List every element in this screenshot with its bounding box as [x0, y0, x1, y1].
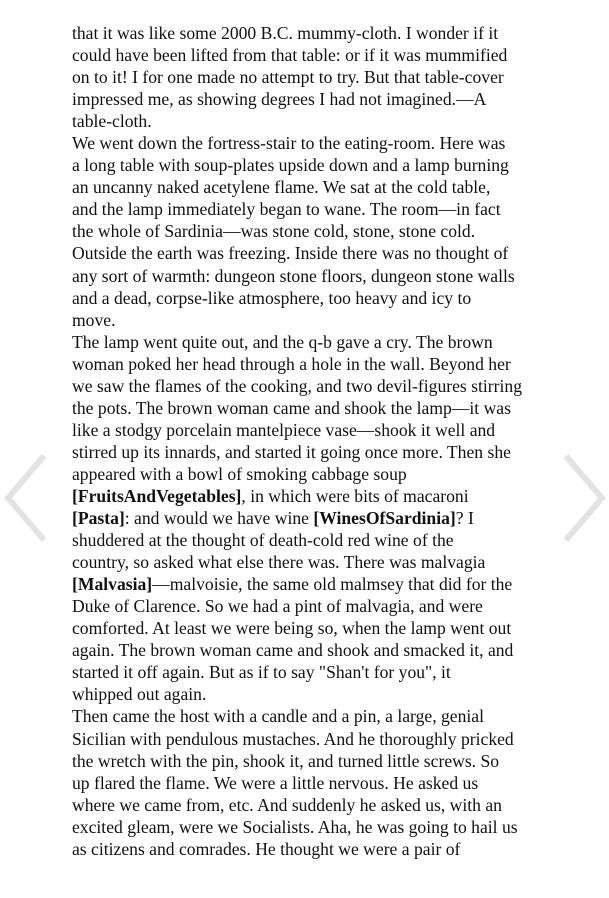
chevron-right-icon [560, 452, 608, 544]
text-segment: ? I [455, 508, 474, 529]
text-line [72, 419, 552, 441]
text-line [72, 441, 552, 463]
text-line [72, 375, 552, 397]
text-line [72, 728, 552, 750]
text-segment: and a dead, corpse-like atmosphere, too heavy and icy to [72, 287, 472, 308]
text-line [72, 816, 552, 838]
text-line [72, 529, 552, 551]
text-segment: woman poked her head through a hole in the wall. Beyond her [72, 353, 511, 374]
paragraph [72, 22, 552, 132]
text-line [72, 485, 552, 507]
text-line [72, 132, 552, 154]
text-line [72, 463, 552, 485]
text-line [72, 176, 552, 198]
text-segment: Sicilian with pendulous mustaches. And he thoroughly pricked [72, 728, 514, 749]
text-segment: as citizens and comrades. He thought we were a pair of [72, 838, 461, 859]
text-line [72, 66, 552, 88]
text-line [72, 397, 552, 419]
text-line [72, 110, 552, 132]
paragraph [72, 132, 552, 330]
text-line [72, 573, 552, 595]
next-page-button[interactable] [560, 452, 608, 544]
text-segment: —malvoisie, the same old malmsey that did for the [152, 574, 513, 595]
text-line [72, 44, 552, 66]
text-line [72, 265, 552, 287]
text-segment: table-cloth. [72, 111, 152, 132]
text-segment: where we came from, etc. And suddenly he asked us, with an [72, 794, 502, 815]
text-segment: impressed me, as showing degrees I had not imagined.—A [72, 89, 487, 110]
text-line [72, 617, 552, 639]
text-line [72, 242, 552, 264]
text-line [72, 198, 552, 220]
text-line [72, 309, 552, 331]
bold-tag: [Pasta] [72, 508, 125, 529]
text-segment: country, so asked what else there was. There was malvagia [72, 552, 486, 573]
text-line [72, 794, 552, 816]
text-line [72, 639, 552, 661]
text-line [72, 331, 552, 353]
text-segment: Then came the host with a candle and a pin, a large, genial [72, 706, 484, 727]
text-segment: The lamp went quite out, and the q-b gave a cry. The brown [72, 331, 493, 352]
chevron-left-icon [2, 452, 50, 544]
text-segment: the pots. The brown woman came and shook the lamp—it was [72, 397, 511, 418]
text-segment: We went down the fortress-stair to the eating-room. Here was [72, 133, 506, 154]
text-segment: an uncanny naked acetylene flame. We sat at the cold table, [72, 177, 491, 198]
paragraph [72, 331, 552, 706]
text-segment: move. [72, 309, 116, 330]
text-line [72, 507, 552, 529]
text-line [72, 772, 552, 794]
text-segment: the wretch with the pin, shook it, and turned little screws. So [72, 750, 500, 771]
bold-tag: [FruitsAndVegetables] [72, 485, 242, 506]
text-segment: , in which were bits of macaroni [241, 485, 469, 506]
text-segment: started it off again. But as if to say "Shan't for you", it [72, 662, 451, 683]
text-segment: Duke of Clarence. So we had a pint of malvagia, and were [72, 596, 483, 617]
text-line [72, 838, 552, 860]
text-segment: that it was like some 2000 B.C. mummy-cloth. I wonder if it [72, 23, 499, 43]
text-segment: could have been lifted from that table: or if it was mummified [72, 45, 508, 66]
text-segment: stirred up its innards, and started it going once more. Then she [72, 441, 511, 462]
book-page-text [72, 22, 552, 860]
text-line [72, 154, 552, 176]
text-segment: Outside the earth was freezing. Inside there was no thought of [72, 243, 509, 264]
text-segment: any sort of warmth: dungeon stone floors, dungeon stone walls [72, 265, 515, 286]
text-line [72, 88, 552, 110]
text-segment: comforted. At least we were being so, when the lamp went out [72, 618, 512, 639]
text-line [72, 353, 552, 375]
text-segment: excited gleam, were we Socialists. Aha, he was going to hail us [72, 816, 518, 837]
text-line [72, 750, 552, 772]
text-line [72, 220, 552, 242]
text-segment: the whole of Sardinia—was stone cold, stone, stone cold. [72, 221, 476, 242]
text-segment: a long table with soup-plates upside down and a lamp burning [72, 155, 509, 176]
text-line [72, 287, 552, 309]
text-segment: on to it! I for one made no attempt to try. But that table-cover [72, 67, 504, 88]
text-line [72, 705, 552, 727]
text-segment: appeared with a bowl of smoking cabbage soup [72, 463, 407, 484]
text-segment: shuddered at the thought of death-cold red wine of the [72, 530, 454, 551]
text-segment: we saw the flames of the cooking, and two devil-figures stirring [72, 375, 522, 396]
bold-tag: [WinesOfSardinia] [313, 508, 456, 529]
text-segment: like a stodgy porcelain mantelpiece vase—shook it well and [72, 419, 496, 440]
text-segment: whipped out again. [72, 684, 207, 705]
text-line [72, 683, 552, 705]
paragraph [72, 705, 552, 859]
bold-tag: [Malvasia] [72, 574, 153, 595]
text-segment: : and would we have wine [124, 508, 314, 529]
text-segment: and the lamp immediately began to wane. The room—in fact [72, 199, 501, 220]
text-segment: again. The brown woman came and shook and smacked it, and [72, 640, 514, 661]
previous-page-button[interactable] [2, 452, 50, 544]
text-line [72, 551, 552, 573]
text-line [72, 22, 552, 44]
text-line [72, 595, 552, 617]
text-segment: up flared the flame. We were a little nervous. He asked us [72, 772, 479, 793]
text-line [72, 661, 552, 683]
